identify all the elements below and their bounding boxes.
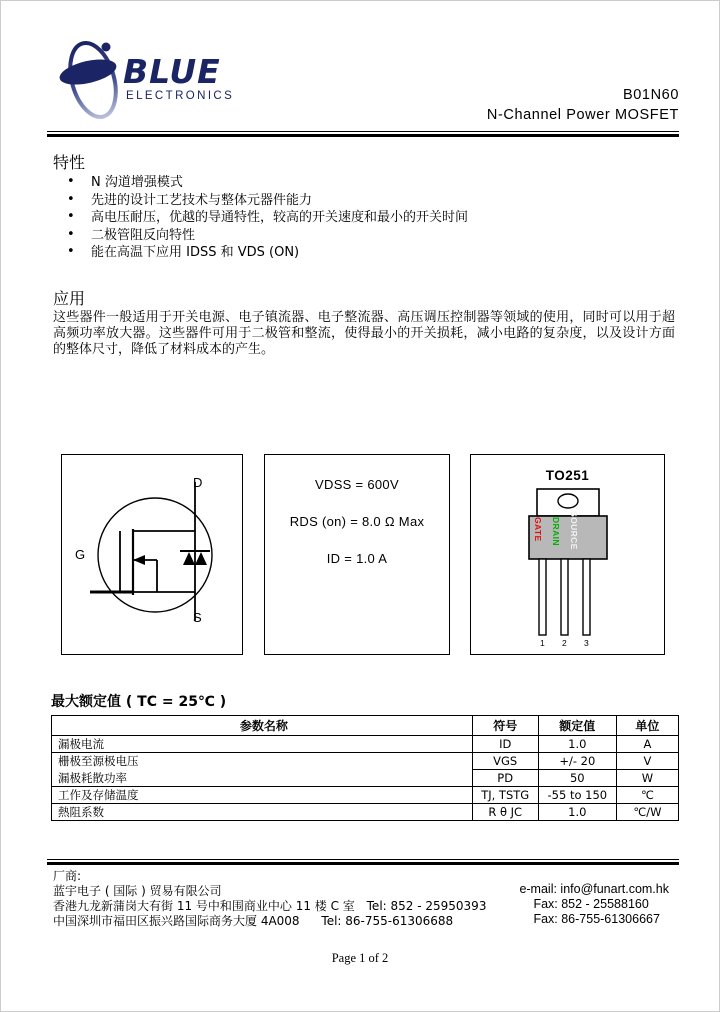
to251-package-icon: [471, 485, 664, 653]
applications-section: [53, 289, 675, 358]
column-header-parameter: 参数名称: [52, 716, 473, 736]
cell-unit: W: [616, 770, 678, 787]
footer-fax-hk: Fax: 852 - 25588160: [533, 897, 649, 911]
header-part-info: [487, 85, 679, 125]
footer-tel-cn: Tel: 86-755-61306688: [321, 914, 454, 928]
symbol-label-drain: D: [193, 475, 203, 490]
footer-address-cn: 中国深圳市福田区振兴路国际商务大厦 4A008: [53, 914, 300, 928]
footer-fax-cn: Fax: 86-755-61306667: [533, 912, 660, 926]
table-row: [52, 753, 679, 770]
page-number: Page 1 of 2: [331, 951, 389, 965]
ratings-section: [51, 693, 679, 821]
feature-item: • N 沟道增强模式: [53, 175, 673, 191]
cell-parameter: 漏极耗散功率: [52, 770, 473, 787]
page-footer: [53, 869, 679, 949]
cell-value: +/- 20: [538, 753, 616, 770]
footer-email[interactable]: e-mail: info@funart.com.hk: [519, 882, 669, 896]
cell-value: 50: [538, 770, 616, 787]
symbol-label-gate: G: [75, 547, 86, 562]
spec-vdss: VDSS = 600V: [315, 477, 399, 492]
table-header-row: [52, 716, 679, 736]
footer-tel-hk: Tel: 852 - 25950393: [366, 899, 487, 913]
pin-label-gate: GATE: [533, 517, 543, 542]
pin-number-3: 3: [584, 638, 589, 648]
table-row: [52, 804, 679, 821]
feature-item: • 高电压耐压，优越的导通特性，较高的开关速度和最小的开关时间: [53, 210, 673, 226]
cell-parameter: 熱阻系数: [52, 804, 473, 821]
key-specs-box: [264, 454, 450, 655]
mosfet-symbol-icon: [62, 455, 242, 654]
cell-unit: A: [616, 736, 678, 753]
header-divider: [47, 131, 679, 137]
part-description: N-Channel Power MOSFET: [486, 107, 679, 123]
features-title: 特性: [53, 153, 86, 172]
package-name: TO251: [545, 468, 590, 483]
cell-value: 1.0: [538, 804, 616, 821]
applications-body: 这些器件一般适用于开关电源、电子镇流器、电子整流器、高压调压控制器等领域的使用，同时可以用于超高频功率放大器。这些器件可用于二极管和整流，使得最小的开关损耗，减小电路的复杂度，以及设计方面的整体尺寸，降低了材料成本的产生。: [53, 310, 675, 357]
logo-word: BLUE: [123, 52, 221, 91]
ratings-title: 最大额定值 ( TC = 25℃ ): [51, 694, 227, 710]
table-row: [52, 770, 679, 787]
applications-title: 应用: [53, 289, 86, 308]
logo-wordmark: [123, 52, 313, 102]
mosfet-symbol-box: [61, 454, 243, 655]
features-section: [53, 153, 673, 263]
feature-item: • 先进的设计工艺技术与整体元器件能力: [53, 193, 673, 209]
table-row: [52, 736, 679, 753]
package-outline-box: [470, 454, 665, 655]
feature-item: • 能在高温下应用 IDSS 和 VDS (ON): [53, 245, 673, 261]
cell-value: -55 to 150: [538, 787, 616, 804]
footer-divider: [47, 859, 679, 865]
cell-parameter: 工作及存储温度: [52, 787, 473, 804]
footer-address-hk: 香港九龙新蒲岗大有街 11 号中和围商业中心 11 楼 C 室: [53, 899, 355, 913]
footer-company-block: [53, 869, 486, 929]
spec-rds-on: RDS (on) = 8.0 Ω Max: [289, 514, 425, 529]
cell-unit: ℃/W: [616, 804, 678, 821]
table-row: [52, 787, 679, 804]
pin-label-drain: DRAIN: [551, 517, 561, 546]
part-number: B01N60: [623, 87, 679, 103]
footer-label: 厂商:: [53, 869, 82, 883]
cell-parameter: 漏极电流: [52, 736, 473, 753]
diagram-row: [61, 454, 665, 657]
cell-symbol: TJ, TSTG: [472, 787, 538, 804]
cell-unit: V: [616, 753, 678, 770]
footer-company: 蓝宇电子 ( 国际 ) 贸易有限公司: [53, 884, 222, 898]
footer-address-hk-line: [53, 899, 486, 914]
cell-symbol: R θ JC: [472, 804, 538, 821]
symbol-label-source: S: [193, 610, 202, 625]
page-header: [47, 33, 679, 133]
cell-value: 1.0: [538, 736, 616, 753]
column-header-unit: 单位: [616, 716, 678, 736]
cell-unit: ℃: [616, 787, 678, 804]
pin-number-2: 2: [562, 638, 567, 648]
pin-label-source: SOURCE: [569, 511, 579, 550]
column-header-symbol: 符号: [472, 716, 538, 736]
cell-symbol: PD: [472, 770, 538, 787]
logo-orbit-icon: [57, 39, 129, 121]
cell-parameter: 栅极至源极电压: [52, 753, 473, 770]
spec-id: ID = 1.0 A: [326, 551, 388, 566]
footer-address-cn-line: [53, 914, 486, 929]
cell-symbol: ID: [472, 736, 538, 753]
feature-item: • 二极管阻反向特性: [53, 228, 673, 244]
cell-symbol: VGS: [472, 753, 538, 770]
company-logo: [57, 37, 317, 129]
footer-contact-block: [519, 882, 669, 927]
maximum-ratings-table: [51, 715, 679, 821]
pin-number-1: 1: [540, 638, 545, 648]
column-header-value: 额定值: [538, 716, 616, 736]
logo-subtitle: ELECTRONICS: [126, 90, 235, 102]
features-list: [53, 175, 673, 261]
